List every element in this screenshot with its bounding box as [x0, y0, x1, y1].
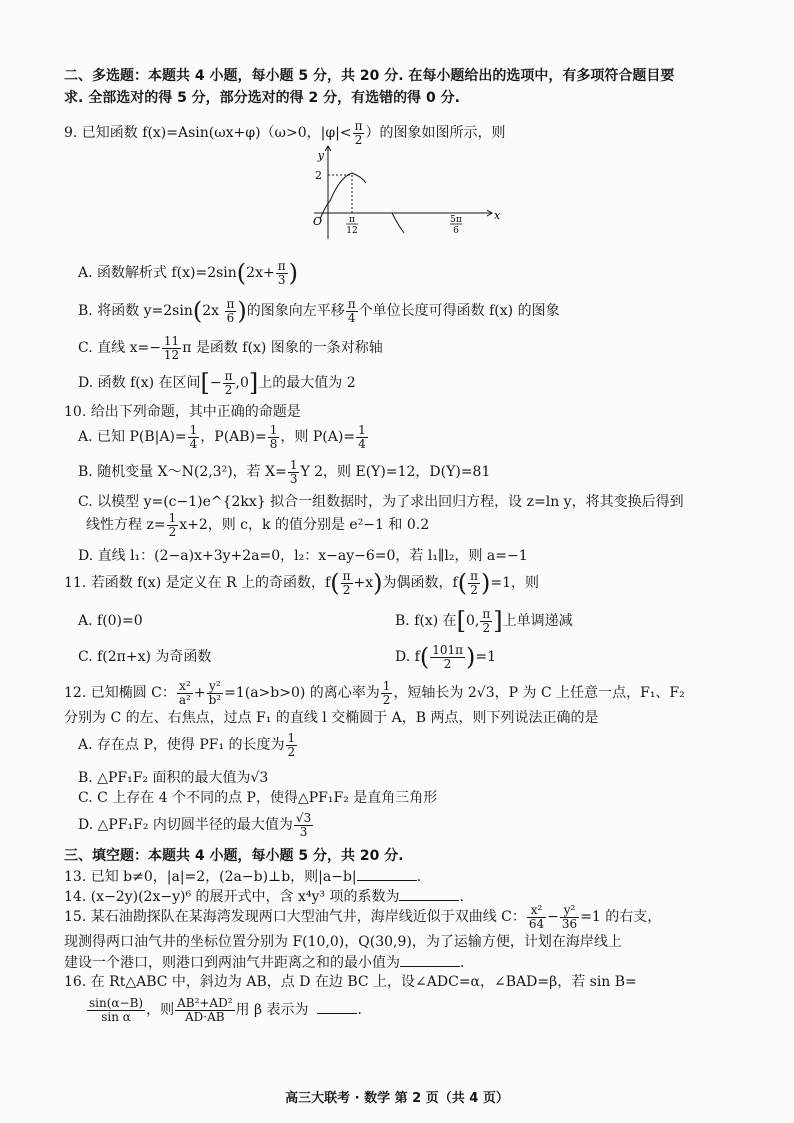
question-12-option-c[interactable]: C. C 上存在 4 个不同的点 P，使得△PF₁F₂ 是直角三角形: [78, 790, 438, 806]
y-label: y: [317, 149, 324, 162]
question-10-option-b[interactable]: B. 随机变量 X～N(2,3²)，若 X= $\frac{1}{3}$ Y 2，则 E(Y)=12，D(Y)=81: [78, 457, 491, 486]
question-15-line2: 现测得两口油气井的坐标位置分别为 F(10,0)，Q(30,9)，为了运输方便，计划在海岸线上: [64, 934, 622, 950]
question-11-option-d[interactable]: D. f( $\frac{101\pi}{2}$ )=1: [395, 642, 496, 671]
question-12-option-b[interactable]: B. △PF₁F₂ 面积的最大值为√3: [78, 770, 269, 786]
question-12-stem-line1: 12. 已知椭圆 C： $\frac{\text{x²}}{\text{a²}}$ + $\frac{\text{y²}}{\text{b²}}$ =1(a>b>0) 的离心率为 $\frac{1}{2}$ ，短轴长为 2√3，P 为 C 上任意一点，F₁、F₂: [64, 678, 685, 707]
question-11-stem: 11. 若函数 f(x) 是定义在 R 上的奇函数，f( $\frac{\pi}{2}$ +x)为偶函数，f( $\frac{\pi}{2}$ )=1，则: [64, 568, 539, 597]
question-11-option-c[interactable]: C. f(2π+x) 为奇函数: [78, 649, 212, 665]
question-15-line3: 建设一个港口，则港口到两油气井距离之和的最小值为 .: [64, 952, 766, 973]
origin-label: O: [312, 215, 322, 228]
section-2-header-line2: 求. 全部选对的得 5 分，部分选对的得 2 分，有选错的得 0 分.: [64, 90, 460, 106]
question-10-stem: 10. 给出下列命题，其中正确的命题是: [64, 404, 301, 420]
question-12-stem-line2: 分别为 C 的左、右焦点，过点 F₁ 的直线 l 交椭圆于 A，B 两点，则下列说法正确的是: [64, 710, 599, 726]
question-9-option-c[interactable]: C. 直线 x=− $\frac{11}{12}$ π 是函数 f(x) 图象的一条对称轴: [78, 333, 383, 362]
question-15-line1: 15. 某石油勘探队在某海湾发现两口大型油气井，海岸线近似于双曲线 C： $\frac{\text{x²}}{64}$ − $\frac{\text{y²}}{36}$ =1 的右支，: [64, 902, 662, 931]
x-tick-2-num: 5π: [450, 215, 462, 225]
section-2-header-line1: 二、多选题：本题共 4 小题，每小题 5 分，共 20 分. 在每小题给出的选项中，有多项符合题目要: [64, 68, 675, 84]
question-12-option-d[interactable]: D. △PF₁F₂ 内切圆半径的最大值为 $\frac{√3}{3}$: [78, 810, 312, 839]
question-9-stem: 9. 已知函数 f(x)=Asin(ωx+φ)（ω>0，|φ|< $\frac{\pi}{2}$ ）的图象如图所示，则: [64, 118, 506, 147]
question-9-option-d[interactable]: D. 函数 f(x) 在区间[− $\frac{\pi}{2}$ ,0]上的最大值为 2: [78, 368, 356, 397]
pi-over-2: $\frac{\pi}{2}$: [354, 118, 363, 147]
answer-blank-16[interactable]: [317, 999, 357, 1014]
section-3-header: 三、填空题：本题共 4 小题，每小题 5 分，共 20 分.: [64, 848, 404, 864]
curve-left: [320, 173, 366, 219]
question-14: 14. (x−2y)(2x−y)⁶ 的展开式中，含 x⁴y³ 项的系数为 .: [64, 886, 766, 907]
answer-blank-13[interactable]: [357, 866, 417, 881]
question-12-option-a[interactable]: A. 存在点 P，使得 PF₁ 的长度为 $\frac{1}{2}$: [78, 730, 296, 759]
x-tick-1-num: π: [349, 215, 355, 225]
answer-blank-14[interactable]: [399, 886, 459, 901]
question-10-option-c-line1[interactable]: C. 以模型 y=(c−1)e^{2kx} 拟合一组数据时，为了求出回归方程，设 z=ln y，将其变换后得到: [78, 494, 684, 510]
x-tick-1-den: 12: [346, 226, 358, 236]
question-9-option-b[interactable]: B. 将函数 y=2sin(2x $\frac{\pi}{6}$ )的图象向左平移 $\frac{\pi}{4}$ 个单位长度可得函数 f(x) 的图象: [78, 296, 560, 325]
curve-right: [392, 213, 404, 233]
question-10-option-c-line2: 线性方程 z= $\frac{1}{2}$ x+2，则 c，k 的值分别是 e²−1 和 0.2: [86, 510, 430, 539]
question-11-option-b[interactable]: B. f(x) 在[0, $\frac{\pi}{2}$ ]上单调递减: [395, 606, 573, 635]
question-11-option-a[interactable]: A. f(0)=0: [78, 613, 143, 629]
page-footer: 高三大联考 · 数学 第 2 页（共 4 页）: [285, 1091, 509, 1106]
question-16-line1: 16. 在 Rt△ABC 中，斜边为 AB，点 D 在边 BC 上，设∠ADC=α，∠BAD=β，若 sin B=: [64, 974, 637, 990]
x-label: x: [494, 209, 500, 222]
question-16-line2: $\frac{\sin(\alpha-B)}{\text{sin α}}$ ，则 $\frac{\text{AB²+AD²}}{AD\cdot AB}$ 用 β 表示为 .: [89, 995, 362, 1024]
question-13: 13. 已知 b≠0，|a|=2，(2a−b)⊥b，则|a−b| .: [64, 866, 766, 887]
x-tick-2-den: 6: [453, 226, 459, 236]
y-tick-2: 2: [315, 169, 322, 182]
answer-blank-15[interactable]: [400, 952, 460, 967]
question-10-option-a[interactable]: A. 已知 P(B|A)= $\frac{1}{4}$ ，P(AB)= $\frac{1}{8}$ ，则 P(A)= $\frac{1}{4}$: [78, 422, 366, 451]
question-10-option-d[interactable]: D. 直线 l₁：(2−a)x+3y+2a=0，l₂：x−ay−6=0，若 l₁∥l₂，则 a=−1: [78, 548, 528, 564]
function-graph: [300, 143, 500, 243]
question-9-option-a[interactable]: A. 函数解析式 f(x)=2sin(2x+ $\frac{\pi}{3}$ ): [78, 258, 298, 287]
